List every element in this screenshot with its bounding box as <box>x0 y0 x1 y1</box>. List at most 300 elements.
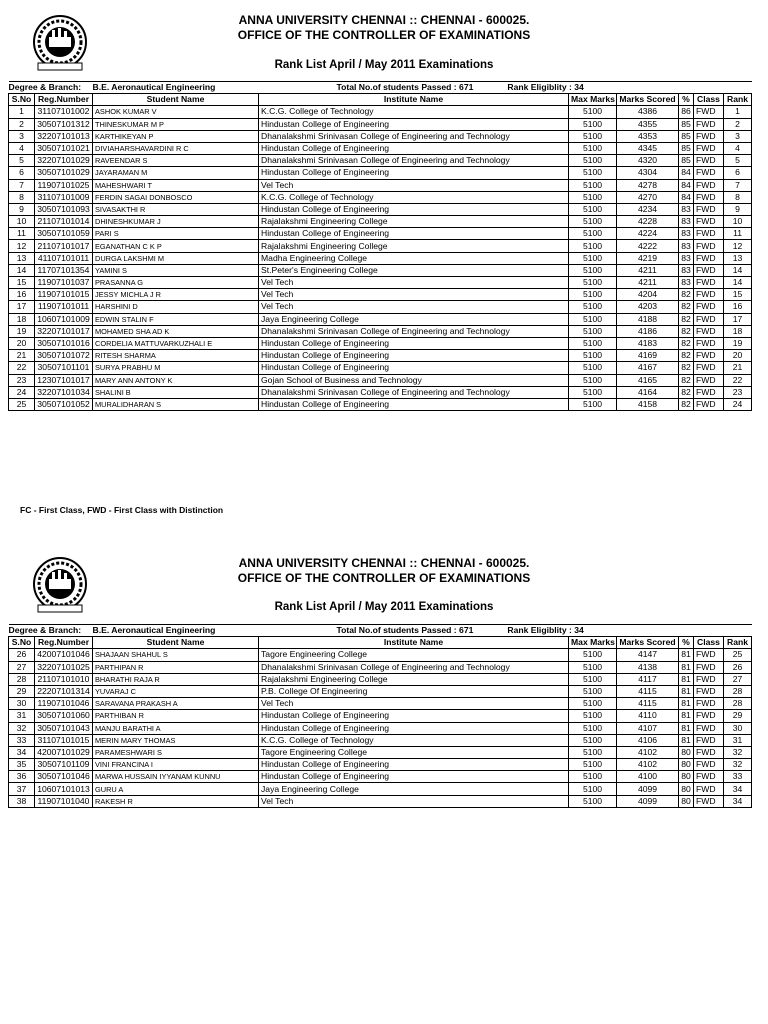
cell-marks-scored: 4211 <box>617 264 679 276</box>
col-rank: Rank <box>724 94 752 106</box>
cell-percent: 80 <box>679 759 694 771</box>
cell-rank: 17 <box>724 313 752 325</box>
cell-max-marks: 5100 <box>569 252 617 264</box>
cell-percent: 80 <box>679 795 694 807</box>
col-class: Class <box>694 94 724 106</box>
table-row <box>9 179 752 191</box>
cell-class: FWD <box>694 673 724 685</box>
cell-reg-number: 32207101013 <box>35 130 93 142</box>
col-pct: % <box>679 94 694 106</box>
cell-student-name: RITESH SHARMA <box>93 350 259 362</box>
cell-marks-scored: 4278 <box>617 179 679 191</box>
col-class: Class <box>694 637 724 649</box>
cell-percent: 81 <box>679 685 694 697</box>
cell-student-name: YAMINI S <box>93 264 259 276</box>
cell-institute-name: K.C.G. College of Technology <box>259 106 569 118</box>
cell-percent: 84 <box>679 179 694 191</box>
cell-student-name: SHALINI B <box>93 386 259 398</box>
table-row <box>9 203 752 215</box>
cell-rank: 24 <box>724 398 752 410</box>
cell-class: FWD <box>694 337 724 349</box>
cell-max-marks: 5100 <box>569 216 617 228</box>
table-row <box>9 710 752 722</box>
cell-marks-scored: 4203 <box>617 301 679 313</box>
table-row <box>9 289 752 301</box>
cell-reg-number: 11907101011 <box>35 301 93 313</box>
cell-percent: 80 <box>679 783 694 795</box>
cell-reg-number: 42007101046 <box>35 649 93 661</box>
cell-institute-name: Jaya Engineering College <box>259 313 569 325</box>
table-row <box>9 191 752 203</box>
col-scored: Marks Scored <box>617 94 679 106</box>
cell-student-name: MERIN MARY THOMAS <box>93 734 259 746</box>
cell-percent: 83 <box>679 277 694 289</box>
cell-sno: 5 <box>9 155 35 167</box>
cell-student-name: EDWIN STALIN F <box>93 313 259 325</box>
col-reg: Reg.Number <box>35 637 93 649</box>
cell-class: FWD <box>694 179 724 191</box>
table-row <box>9 771 752 783</box>
cell-max-marks: 5100 <box>569 325 617 337</box>
col-scored: Marks Scored <box>617 637 679 649</box>
table-row <box>9 337 752 349</box>
cell-percent: 83 <box>679 252 694 264</box>
cell-institute-name: Vel Tech <box>259 301 569 313</box>
cell-max-marks: 5100 <box>569 649 617 661</box>
cell-marks-scored: 4164 <box>617 386 679 398</box>
cell-student-name: MAHESHWARI T <box>93 179 259 191</box>
cell-max-marks: 5100 <box>569 698 617 710</box>
cell-institute-name: Vel Tech <box>259 289 569 301</box>
cell-class: FWD <box>694 374 724 386</box>
cell-marks-scored: 4186 <box>617 325 679 337</box>
cell-rank: 16 <box>724 301 752 313</box>
cell-student-name: PARI S <box>93 228 259 240</box>
cell-percent: 85 <box>679 130 694 142</box>
cell-student-name: EGANATHAN C K P <box>93 240 259 252</box>
cell-class: FWD <box>694 155 724 167</box>
cell-reg-number: 30507101052 <box>35 398 93 410</box>
cell-percent: 80 <box>679 746 694 758</box>
cell-student-name: MOHAMED SHA AD K <box>93 325 259 337</box>
cell-institute-name: Hindustan College of Engineering <box>259 350 569 362</box>
cell-class: FWD <box>694 301 724 313</box>
cell-student-name: SHAJAAN SHAHUL S <box>93 649 259 661</box>
cell-class: FWD <box>694 362 724 374</box>
cell-rank: 27 <box>724 673 752 685</box>
cell-max-marks: 5100 <box>569 155 617 167</box>
cell-institute-name: Hindustan College of Engineering <box>259 759 569 771</box>
cell-marks-scored: 4304 <box>617 167 679 179</box>
cell-percent: 81 <box>679 661 694 673</box>
degree-label: Degree & Branch: <box>8 82 82 93</box>
cell-percent: 85 <box>679 155 694 167</box>
cell-percent: 82 <box>679 325 694 337</box>
cell-percent: 83 <box>679 228 694 240</box>
cell-class: FWD <box>694 710 724 722</box>
cell-marks-scored: 4158 <box>617 398 679 410</box>
cell-sno: 35 <box>9 759 35 771</box>
cell-institute-name: Hindustan College of Engineering <box>259 722 569 734</box>
cell-marks-scored: 4107 <box>617 722 679 734</box>
cell-sno: 28 <box>9 673 35 685</box>
cell-class: FWD <box>694 795 724 807</box>
cell-percent: 85 <box>679 142 694 154</box>
cell-rank: 8 <box>724 191 752 203</box>
cell-marks-scored: 4117 <box>617 673 679 685</box>
table-row <box>9 155 752 167</box>
table-row <box>9 264 752 276</box>
table-row <box>9 722 752 734</box>
cell-marks-scored: 4099 <box>617 783 679 795</box>
table-row <box>9 795 752 807</box>
cell-class: FWD <box>694 216 724 228</box>
cell-class: FWD <box>694 264 724 276</box>
cell-class: FWD <box>694 661 724 673</box>
cell-marks-scored: 4183 <box>617 337 679 349</box>
cell-reg-number: 31107101002 <box>35 106 93 118</box>
cell-percent: 82 <box>679 398 694 410</box>
cell-institute-name: Dhanalakshmi Srinivasan College of Engineering and Technology <box>259 130 569 142</box>
cell-sno: 31 <box>9 710 35 722</box>
cell-rank: 34 <box>724 795 752 807</box>
cell-sno: 25 <box>9 398 35 410</box>
cell-reg-number: 12307101017 <box>35 374 93 386</box>
cell-rank: 26 <box>724 661 752 673</box>
cell-rank: 10 <box>724 216 752 228</box>
cell-reg-number: 32207101025 <box>35 661 93 673</box>
office-heading-2: OFFICE OF THE CONTROLLER OF EXAMINATIONS <box>237 571 531 585</box>
cell-marks-scored: 4106 <box>617 734 679 746</box>
cell-sno: 16 <box>9 289 35 301</box>
ranklist-title: Rank List April / May 2011 Examinations <box>274 59 494 71</box>
cell-sno: 36 <box>9 771 35 783</box>
table-row <box>9 118 752 130</box>
cell-sno: 22 <box>9 362 35 374</box>
cell-marks-scored: 4102 <box>617 746 679 758</box>
cell-student-name: YUVARAJ C <box>93 685 259 697</box>
cell-rank: 20 <box>724 350 752 362</box>
cell-student-name: RAVEENDAR S <box>93 155 259 167</box>
cell-reg-number: 30507101093 <box>35 203 93 215</box>
cell-class: FWD <box>694 771 724 783</box>
cell-class: FWD <box>694 252 724 264</box>
cell-reg-number: 11907101015 <box>35 289 93 301</box>
table-row <box>9 106 752 118</box>
table-row <box>9 685 752 697</box>
cell-marks-scored: 4138 <box>617 661 679 673</box>
cell-sno: 27 <box>9 661 35 673</box>
cell-reg-number: 11907101037 <box>35 277 93 289</box>
cell-rank: 4 <box>724 142 752 154</box>
table-row <box>9 649 752 661</box>
cell-max-marks: 5100 <box>569 167 617 179</box>
cell-percent: 81 <box>679 734 694 746</box>
cell-student-name: KARTHIKEYAN P <box>93 130 259 142</box>
cell-rank: 11 <box>724 228 752 240</box>
cell-max-marks: 5100 <box>569 661 617 673</box>
info-row <box>9 82 752 94</box>
degree-label-2: Degree & Branch: <box>8 625 82 636</box>
cell-sno: 9 <box>9 203 35 215</box>
cell-rank: 30 <box>724 722 752 734</box>
cell-rank: 21 <box>724 362 752 374</box>
cell-rank: 34 <box>724 783 752 795</box>
cell-reg-number: 10607101013 <box>35 783 93 795</box>
cell-student-name: BHARATHI RAJA R <box>93 673 259 685</box>
cell-percent: 82 <box>679 337 694 349</box>
cell-rank: 1 <box>724 106 752 118</box>
cell-max-marks: 5100 <box>569 685 617 697</box>
cell-marks-scored: 4147 <box>617 649 679 661</box>
table-row <box>9 167 752 179</box>
cell-student-name: SARAVANA PRAKASH A <box>93 698 259 710</box>
cell-institute-name: Rajalakshmi Engineering College <box>259 240 569 252</box>
cell-max-marks: 5100 <box>569 710 617 722</box>
cell-institute-name: Vel Tech <box>259 179 569 191</box>
cell-institute-name: K.C.G. College of Technology <box>259 191 569 203</box>
cell-marks-scored: 4224 <box>617 228 679 240</box>
cell-institute-name: Vel Tech <box>259 277 569 289</box>
cell-reg-number: 42007101029 <box>35 746 93 758</box>
cell-sno: 20 <box>9 337 35 349</box>
cell-class: FWD <box>694 722 724 734</box>
cell-institute-name: Tagore Engineering College <box>259 746 569 758</box>
cell-rank: 2 <box>724 118 752 130</box>
cell-student-name: DIVIAHARSHAVARDINI R C <box>93 142 259 154</box>
cell-percent: 82 <box>679 386 694 398</box>
cell-reg-number: 30507101021 <box>35 142 93 154</box>
cell-percent: 82 <box>679 301 694 313</box>
university-heading: ANNA UNIVERSITY CHENNAI :: CHENNAI - 600025. <box>238 13 530 27</box>
cell-rank: 31 <box>724 734 752 746</box>
cell-rank: 28 <box>724 698 752 710</box>
col-pct: % <box>679 637 694 649</box>
cell-sno: 24 <box>9 386 35 398</box>
cell-student-name: THINESKUMAR M P <box>93 118 259 130</box>
cell-percent: 86 <box>679 106 694 118</box>
cell-class: FWD <box>694 685 724 697</box>
cell-max-marks: 5100 <box>569 386 617 398</box>
cell-student-name: GURU A <box>93 783 259 795</box>
cell-class: FWD <box>694 191 724 203</box>
degree-value: B.E. Aeronautical Engineering <box>92 82 216 93</box>
cell-rank: 19 <box>724 337 752 349</box>
cell-class: FWD <box>694 228 724 240</box>
table-row <box>9 325 752 337</box>
cell-marks-scored: 4204 <box>617 289 679 301</box>
cell-student-name: JAYARAMAN M <box>93 167 259 179</box>
cell-marks-scored: 4169 <box>617 350 679 362</box>
cell-max-marks: 5100 <box>569 337 617 349</box>
cell-sno: 1 <box>9 106 35 118</box>
cell-marks-scored: 4167 <box>617 362 679 374</box>
cell-student-name: DURGA LAKSHMI M <box>93 252 259 264</box>
cell-percent: 83 <box>679 240 694 252</box>
cell-reg-number: 32207101017 <box>35 325 93 337</box>
cell-reg-number: 31107101009 <box>35 191 93 203</box>
cell-student-name: FERDIN SAGAI DONBOSCO <box>93 191 259 203</box>
degree-value-2: B.E. Aeronautical Engineering <box>92 625 216 636</box>
cell-class: FWD <box>694 350 724 362</box>
cell-rank: 18 <box>724 325 752 337</box>
cell-class: FWD <box>694 698 724 710</box>
rank-table-page-1 <box>8 81 752 411</box>
cell-marks-scored: 4345 <box>617 142 679 154</box>
cell-marks-scored: 4219 <box>617 252 679 264</box>
cell-student-name: ASHOK KUMAR V <box>93 106 259 118</box>
cell-sno: 29 <box>9 685 35 697</box>
cell-max-marks: 5100 <box>569 179 617 191</box>
cell-max-marks: 5100 <box>569 362 617 374</box>
cell-class: FWD <box>694 759 724 771</box>
table-row <box>9 277 752 289</box>
rank-eligibility-p1 <box>569 82 752 94</box>
cell-reg-number: 31107101015 <box>35 734 93 746</box>
column-header-row <box>9 94 752 106</box>
cell-max-marks: 5100 <box>569 746 617 758</box>
cell-reg-number: 21107101014 <box>35 216 93 228</box>
cell-student-name: SURYA PRABHU M <box>93 362 259 374</box>
cell-marks-scored: 4099 <box>617 795 679 807</box>
cell-max-marks: 5100 <box>569 118 617 130</box>
cell-reg-number: 11707101354 <box>35 264 93 276</box>
cell-rank: 13 <box>724 252 752 264</box>
cell-max-marks: 5100 <box>569 142 617 154</box>
cell-rank: 9 <box>724 203 752 215</box>
cell-institute-name: Jaya Engineering College <box>259 783 569 795</box>
cell-marks-scored: 4353 <box>617 130 679 142</box>
cell-max-marks: 5100 <box>569 289 617 301</box>
col-student: Student Name <box>93 637 259 649</box>
cell-institute-name: Madha Engineering College <box>259 252 569 264</box>
col-max: Max Marks <box>569 94 617 106</box>
cell-sno: 11 <box>9 228 35 240</box>
col-sno: S.No <box>9 94 35 106</box>
cell-reg-number: 30507101059 <box>35 228 93 240</box>
cell-sno: 19 <box>9 325 35 337</box>
rank-eligibility-p2 <box>569 625 752 637</box>
cell-max-marks: 5100 <box>569 203 617 215</box>
cell-student-name: DHINESHKUMAR J <box>93 216 259 228</box>
cell-institute-name: Hindustan College of Engineering <box>259 710 569 722</box>
cell-class: FWD <box>694 142 724 154</box>
table-row <box>9 240 752 252</box>
cell-reg-number: 22207101314 <box>35 685 93 697</box>
cell-student-name: MANJU BARATHI A <box>93 722 259 734</box>
rank-eligibility-2: Rank Eligiblity : 34 <box>507 625 584 636</box>
cell-rank: 7 <box>724 179 752 191</box>
cell-sno: 7 <box>9 179 35 191</box>
cell-percent: 82 <box>679 289 694 301</box>
cell-max-marks: 5100 <box>569 313 617 325</box>
cell-reg-number: 30507101312 <box>35 118 93 130</box>
rank-table-page-2 <box>8 624 752 808</box>
cell-max-marks: 5100 <box>569 277 617 289</box>
cell-institute-name: Rajalakshmi Engineering College <box>259 673 569 685</box>
cell-marks-scored: 4386 <box>617 106 679 118</box>
cell-institute-name: P.B. College Of Engineering <box>259 685 569 697</box>
cell-reg-number: 30507101016 <box>35 337 93 349</box>
cell-marks-scored: 4270 <box>617 191 679 203</box>
cell-sno: 23 <box>9 374 35 386</box>
table-row <box>9 783 752 795</box>
cell-percent: 83 <box>679 216 694 228</box>
cell-institute-name: Gojan School of Business and Technology <box>259 374 569 386</box>
cell-institute-name: St.Peter's Engineering College <box>259 264 569 276</box>
cell-class: FWD <box>694 325 724 337</box>
cell-max-marks: 5100 <box>569 130 617 142</box>
cell-max-marks: 5100 <box>569 191 617 203</box>
cell-rank: 3 <box>724 130 752 142</box>
cell-institute-name: Hindustan College of Engineering <box>259 142 569 154</box>
cell-student-name: MARWA HUSSAIN IYYANAM KUNNU <box>93 771 259 783</box>
cell-class: FWD <box>694 783 724 795</box>
cell-sno: 30 <box>9 698 35 710</box>
cell-institute-name: K.C.G. College of Technology <box>259 734 569 746</box>
cell-max-marks: 5100 <box>569 673 617 685</box>
cell-class: FWD <box>694 240 724 252</box>
cell-sno: 14 <box>9 264 35 276</box>
table-row <box>9 362 752 374</box>
table-row <box>9 734 752 746</box>
col-institute: Institute Name <box>259 94 569 106</box>
cell-percent: 81 <box>679 698 694 710</box>
cell-student-name: VINI FRANCINA I <box>93 759 259 771</box>
cell-reg-number: 30507101101 <box>35 362 93 374</box>
cell-class: FWD <box>694 313 724 325</box>
cell-max-marks: 5100 <box>569 264 617 276</box>
table-row <box>9 398 752 410</box>
footnote: FC - First Class, FWD - First Class with Distinction <box>20 505 224 515</box>
col-reg: Reg.Number <box>35 94 93 106</box>
cell-marks-scored: 4100 <box>617 771 679 783</box>
cell-rank: 33 <box>724 771 752 783</box>
col-rank: Rank <box>724 637 752 649</box>
cell-class: FWD <box>694 746 724 758</box>
cell-class: FWD <box>694 289 724 301</box>
cell-percent: 82 <box>679 313 694 325</box>
cell-rank: 32 <box>724 746 752 758</box>
cell-reg-number: 11907101040 <box>35 795 93 807</box>
cell-student-name: PRASANNA G <box>93 277 259 289</box>
cell-institute-name: Hindustan College of Engineering <box>259 362 569 374</box>
cell-class: FWD <box>694 130 724 142</box>
cell-marks-scored: 4115 <box>617 685 679 697</box>
cell-marks-scored: 4165 <box>617 374 679 386</box>
cell-student-name: MARY ANN ANTONY K <box>93 374 259 386</box>
cell-student-name: PARAMESHWARI S <box>93 746 259 758</box>
cell-max-marks: 5100 <box>569 722 617 734</box>
cell-max-marks: 5100 <box>569 795 617 807</box>
cell-percent: 83 <box>679 264 694 276</box>
cell-marks-scored: 4188 <box>617 313 679 325</box>
table-row <box>9 252 752 264</box>
cell-marks-scored: 4222 <box>617 240 679 252</box>
cell-sno: 3 <box>9 130 35 142</box>
cell-class: FWD <box>694 734 724 746</box>
cell-reg-number: 30507101109 <box>35 759 93 771</box>
cell-marks-scored: 4211 <box>617 277 679 289</box>
table-row <box>9 228 752 240</box>
cell-max-marks: 5100 <box>569 734 617 746</box>
cell-institute-name: Vel Tech <box>259 698 569 710</box>
cell-rank: 6 <box>724 167 752 179</box>
table-row <box>9 216 752 228</box>
cell-percent: 82 <box>679 362 694 374</box>
table-row <box>9 698 752 710</box>
cell-institute-name: Tagore Engineering College <box>259 649 569 661</box>
